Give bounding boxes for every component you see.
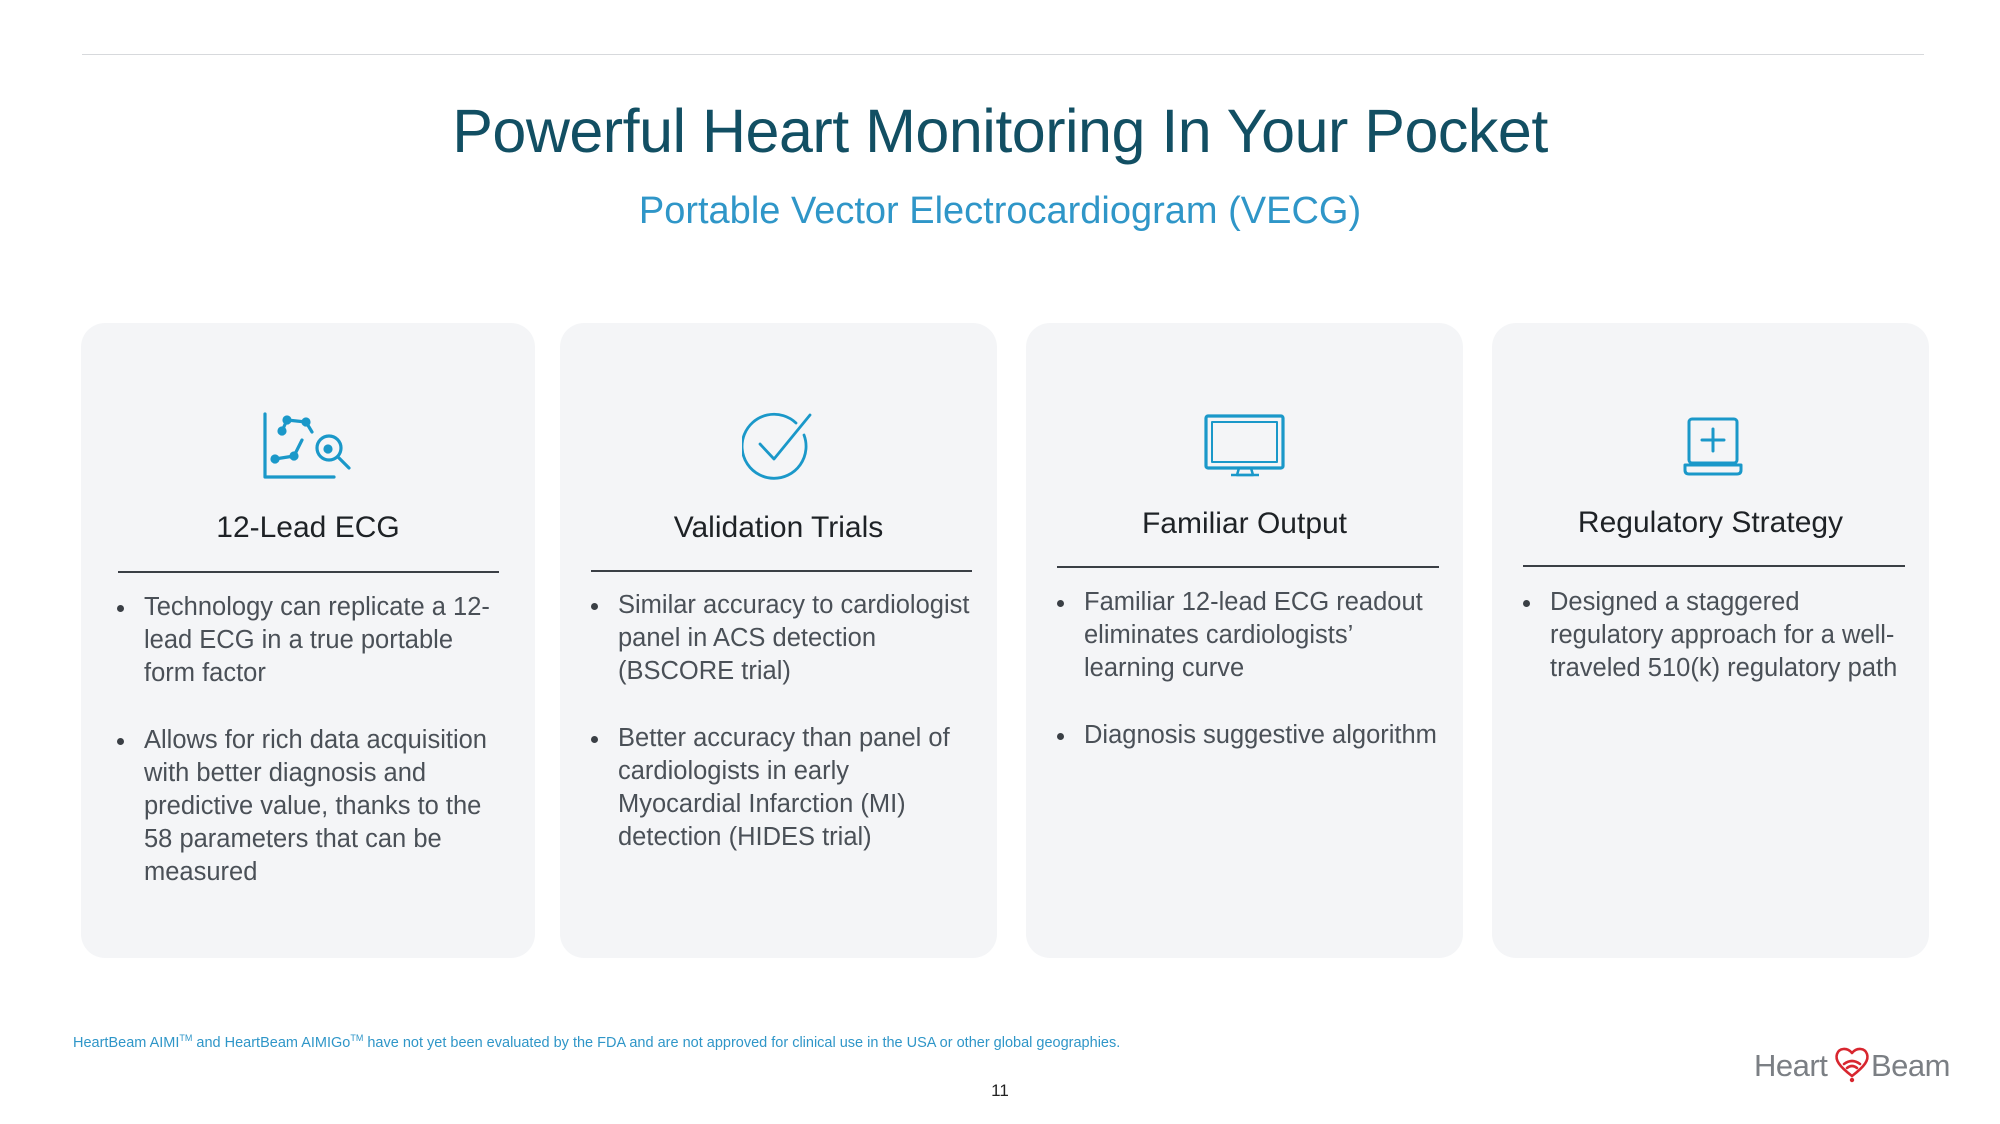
card-divider [1523,565,1905,567]
card-heading: Regulatory Strategy [1577,506,1844,539]
disclaimer-text: and HeartBeam AIMIGo [192,1034,351,1051]
card-12-lead-ecg [81,323,535,958]
bullet-list [1522,586,1912,719]
page-number: 11 [991,1081,1009,1100]
trademark-mark: TM [350,1033,364,1043]
chart-magnifier-icon [262,412,352,480]
checkmark-circle-icon [742,411,814,483]
heartbeam-logo [1754,1046,1954,1086]
heart-signal-icon [1833,1046,1871,1091]
bullet-item: Familiar 12-lead ECG readout eliminates cardiologists’ learning curve [1056,586,1441,685]
disclaimer-text: HeartBeam AIMI [73,1034,180,1051]
card-familiar-output [1026,323,1463,958]
card-validation-trials [560,323,997,958]
card-divider [1057,566,1439,568]
bullet-list [590,589,975,888]
fda-disclaimer [73,1033,1120,1051]
trademark-mark: TM [179,1033,193,1043]
bullet-item: Better accuracy than panel of cardiologists in early Myocardial Infarction (MI) detection (HIDES trial) [590,722,975,854]
page-title: Powerful Heart Monitoring In Your Pocket [452,97,1548,165]
card-regulatory-strategy [1492,323,1929,958]
card-divider [591,570,972,572]
card-heading: Validation Trials [673,511,884,544]
bullet-item: Allows for rich data acquisition with better diagnosis and predictive value, thanks to the 58 parameters that can be measured [116,724,506,889]
bullet-item: Similar accuracy to cardiologist panel in ACS detection (BSCORE trial) [590,589,975,688]
logo-text-beam: Beam [1871,1048,1950,1083]
bullet-list [116,591,506,923]
logo-text-heart: Heart [1754,1048,1828,1083]
bullet-list [1056,586,1441,786]
bullet-item: Designed a staggered regulatory approach for a well-traveled 510(k) regulatory path [1522,586,1912,685]
monitor-icon [1203,413,1287,479]
card-heading: Familiar Output [1141,507,1348,540]
bullet-item: Technology can replicate a 12-lead ECG in a true portable form factor [116,591,506,690]
bullet-item: Diagnosis suggestive algorithm [1056,719,1441,752]
disclaimer-text: have not yet been evaluated by the FDA and are not approved for clinical use in the USA or other global geographies. [363,1034,1121,1051]
top-divider [82,54,1924,55]
card-heading: 12-Lead ECG [216,511,400,544]
page-subtitle: Portable Vector Electrocardiogram (VECG) [638,190,1362,232]
laptop-plus-icon [1683,416,1743,478]
card-divider [118,571,499,573]
